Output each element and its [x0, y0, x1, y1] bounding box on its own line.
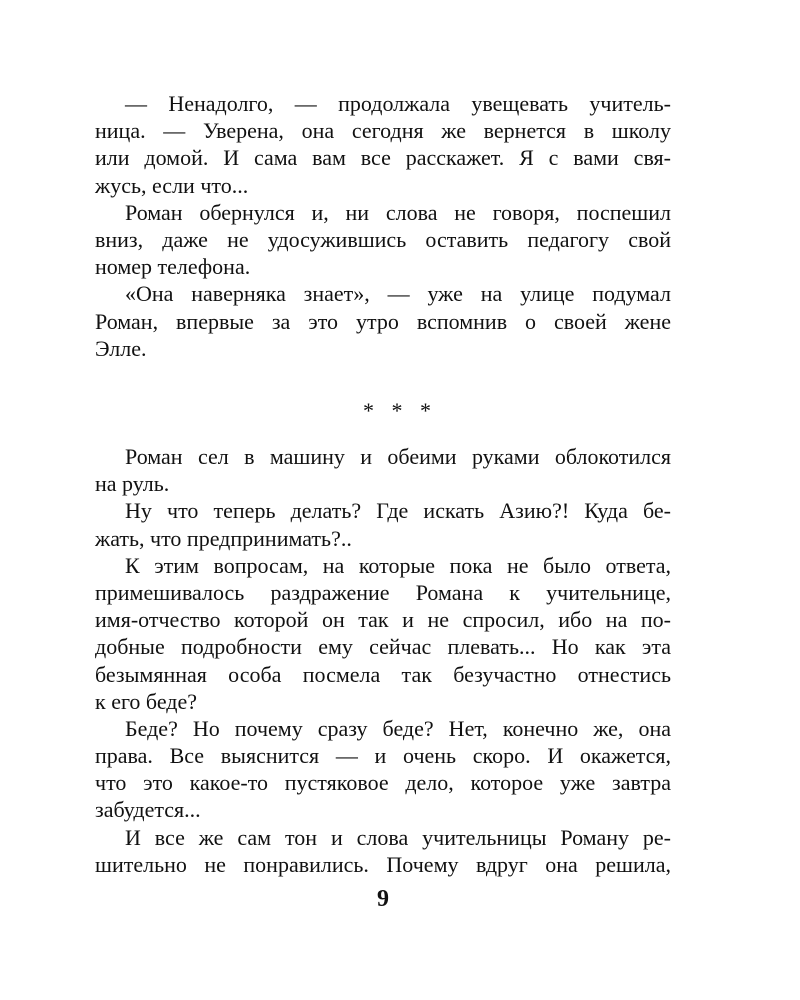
text-line: забудется...: [95, 797, 201, 823]
text-line: Элле.: [95, 335, 147, 361]
text-line: права. Все выяснится — и очень скоро. И окажется,: [95, 743, 671, 769]
text-line: Роман сел в машину и обеими руками облокотился: [125, 444, 671, 469]
text-line: И все же сам тон и слова учительницы Роману ре-: [125, 824, 671, 850]
text-line: номер телефона.: [95, 254, 251, 280]
text-line: вниз, даже не удосужившись оставить педагогу свой: [95, 226, 671, 252]
section-break: * * *: [363, 398, 437, 423]
text-line: Ну что теперь делать? Где искать Азию?! Куда бе-: [125, 498, 671, 524]
text-line: добные подробности ему сейчас плевать... Но как эта: [95, 634, 671, 660]
text-line: на руль.: [95, 471, 170, 497]
text-line: что это какое-то пустяковое дело, которое уже завтра: [95, 770, 671, 796]
text-line: жать, что предпринимать?..: [95, 525, 352, 551]
text-line: безымянная особа посмела так безучастно отнестись: [95, 661, 671, 687]
text-line: Роман, впервые за это утро вспомнив о своей жене: [95, 308, 671, 334]
text-block-after-break: [95, 443, 671, 878]
page-number: 9: [377, 886, 389, 912]
text-line: Беде? Но почему сразу беде? Нет, конечно же, она: [125, 715, 671, 741]
text-line: примешивалось раздражение Романа к учительнице,: [95, 579, 671, 605]
text-line: ница. — Уверена, она сегодня же вернется в школу: [95, 118, 671, 144]
text-line: к его беде?: [95, 688, 198, 714]
text-line: шительно не понравились. Почему вдруг она решила,: [95, 851, 671, 877]
text-block-before-break: [95, 90, 671, 362]
text-line: «Она наверняка знает», — уже на улице подумал: [125, 281, 671, 307]
text-line: или домой. И сама вам все расскажет. Я с вами свя-: [95, 145, 671, 171]
text-line: К этим вопросам, на которые пока не было ответа,: [125, 552, 671, 578]
text-line: жусь, если что...: [95, 172, 249, 198]
text-line: — Ненадолго, — продолжала увещевать учитель-: [125, 91, 671, 116]
text-line: Роман обернулся и, ни слова не говоря, поспешил: [125, 199, 671, 225]
text-line: имя-отчество которой он так и не спросил, ибо на по-: [95, 607, 671, 633]
